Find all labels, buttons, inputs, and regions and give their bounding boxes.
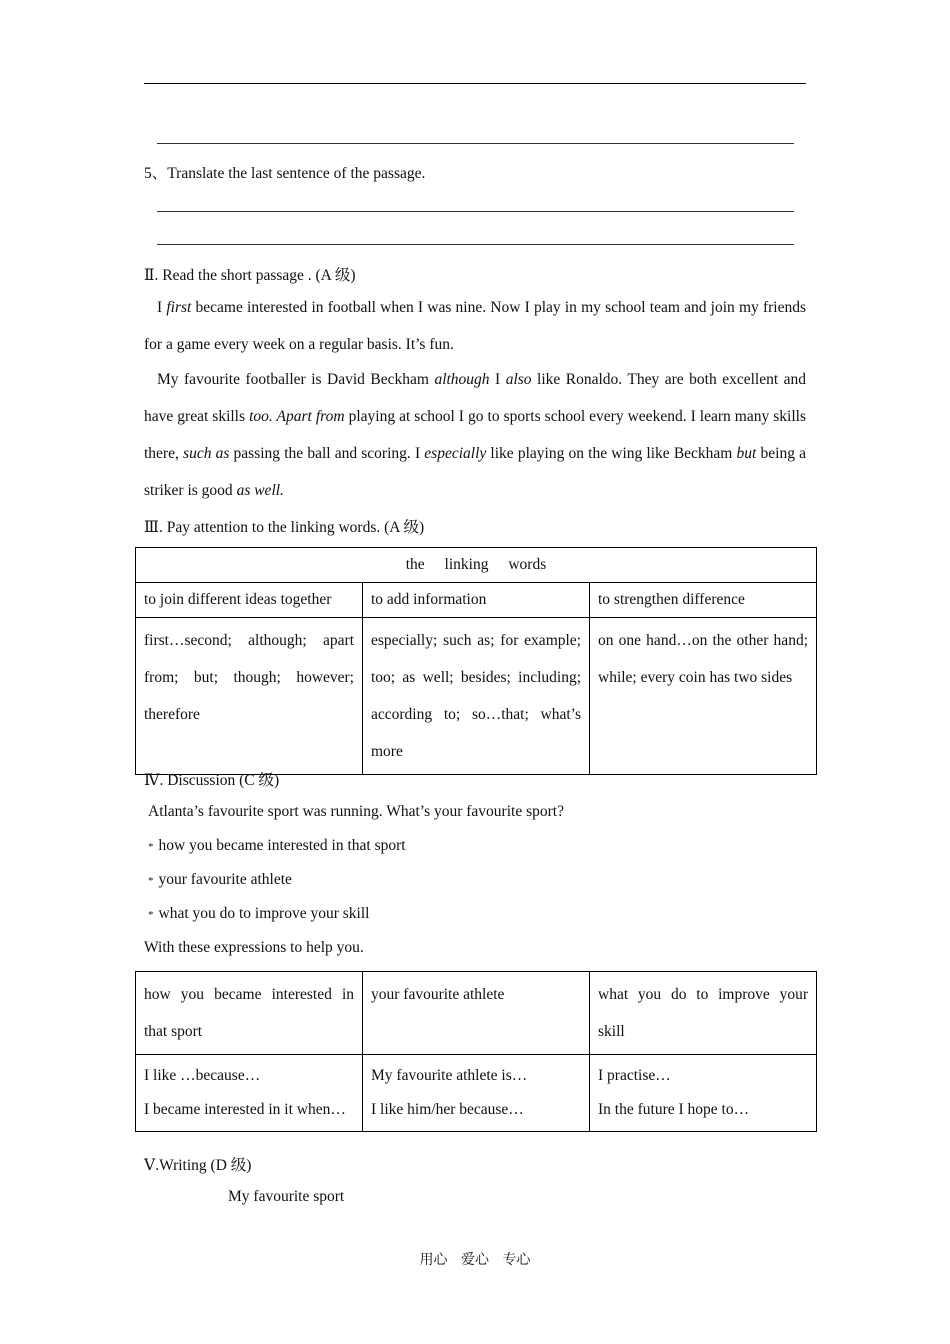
asterisk-icon: *	[148, 841, 154, 853]
help-line: With these expressions to help you.	[144, 939, 364, 956]
answer-line-5a	[157, 211, 794, 212]
discussion-bullet: * what you do to improve your skill	[148, 905, 370, 922]
section-2-heading: Ⅱ. Read the short passage . (A 级)	[144, 267, 356, 284]
table-header: your favourite athlete	[363, 972, 590, 1055]
discussion-bullet: * how you became interested in that sport	[148, 837, 406, 854]
writing-title: My favourite sport	[228, 1188, 345, 1205]
table-cell: I like …because… I became interested in it when…	[136, 1055, 363, 1132]
table-cell: especially; such as; for example; too; as well; besides; including; according to; so…that; what’s more	[363, 618, 590, 775]
table-header: to join different ideas together	[136, 583, 363, 618]
linking-words-title: the linking words	[136, 548, 817, 583]
question-5: 5、Translate the last sentence of the passage.	[144, 165, 426, 182]
passage-paragraph-1: I first became interested in football when I was nine. Now I play in my school team and join my friends for a game every week on a regular basis. It’s fun.	[144, 299, 806, 353]
table-cell: I practise… In the future I hope to…	[590, 1055, 817, 1132]
table-header: to add information	[363, 583, 590, 618]
asterisk-icon: *	[148, 875, 154, 887]
table-cell: first…second; although; apart from; but; though; however; therefore	[136, 618, 363, 775]
discussion-question: Atlanta’s favourite sport was running. What’s your favourite sport?	[148, 803, 564, 820]
table-header: what you do to improve your skill	[590, 972, 817, 1055]
linking-words-table	[135, 547, 817, 775]
discussion-bullet: * your favourite athlete	[148, 871, 292, 888]
table-cell: My favourite athlete is… I like him/her because…	[363, 1055, 590, 1132]
asterisk-icon: *	[148, 909, 154, 921]
answer-line-5b	[157, 244, 794, 245]
passage-paragraph-2: My favourite footballer is David Beckham although I also like Ronaldo. They are both excellent and have great skills too. Apart from playing at school I go to sports school every weekend. I learn many skills there, such as passing the ball and scoring. I especially like playing on the wing like Beckham but being a striker is good as well.	[144, 371, 807, 499]
answer-line-top	[144, 83, 806, 84]
section-3-heading: Ⅲ. Pay attention to the linking words. (A 级)	[144, 519, 425, 536]
page-footer: 用心 爱心 专心	[419, 1253, 531, 1268]
section-4-heading: Ⅳ. Discussion (C 级)	[144, 772, 280, 789]
table-cell: on one hand…on the other hand; while; every coin has two sides	[590, 618, 817, 775]
table-header: to strengthen difference	[590, 583, 817, 618]
section-5-heading: Ⅴ.Writing (D 级)	[144, 1157, 252, 1174]
table-header: how you became interested in that sport	[136, 972, 363, 1055]
answer-line-4	[157, 143, 794, 144]
expressions-table	[135, 971, 817, 1132]
